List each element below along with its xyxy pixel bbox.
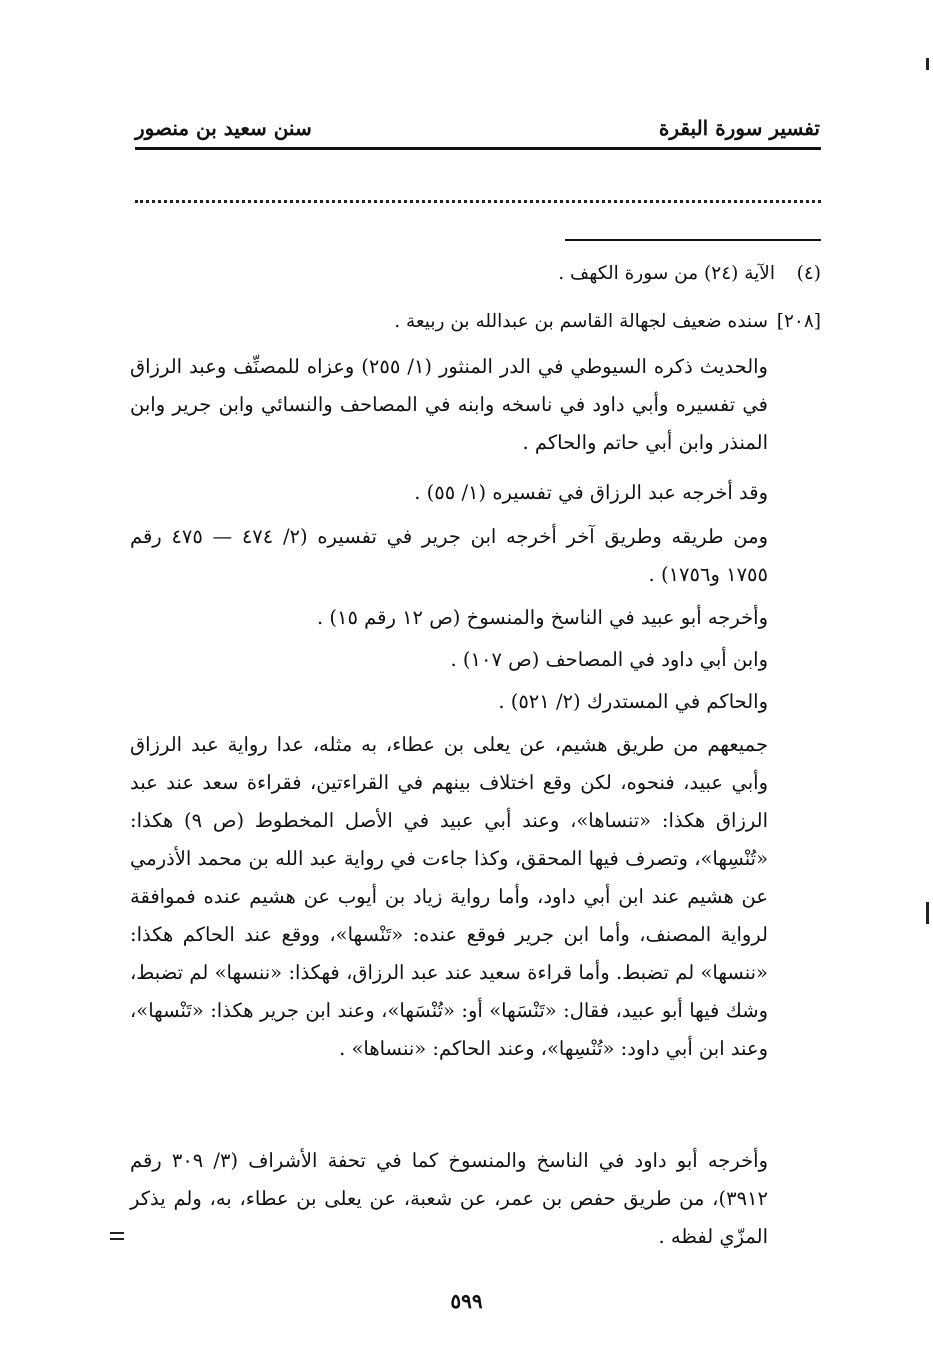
margin-equals-mark xyxy=(110,1232,124,1240)
paragraph-abu-ubaid: وأخرجه أبو عبيد في الناسخ والمنسوخ (ص ١٢ رقم ١٥) . xyxy=(316,606,768,629)
scan-edge-mark xyxy=(926,58,929,70)
paragraph-hakim: والحاكم في المستدرك (٢/ ٥٢١) . xyxy=(498,690,768,713)
page-number: ٥٩٩ xyxy=(450,1289,483,1313)
paragraph-abdulrazzaq: وقد أخرجه عبد الرزاق في تفسيره (١/ ٥٥) . xyxy=(414,481,768,504)
scan-edge-mark xyxy=(926,902,929,924)
footnote-marker: [٢٠٨] xyxy=(776,311,821,332)
running-header xyxy=(135,100,820,140)
paragraph-ibn-jarir: ومن طريقه وطريق آخر أخرجه ابن جرير في تفسيره (٢/ ٤٧٤ — ٤٧٥ رقم ١٧٥٥ و١٧٥٦) . xyxy=(130,525,768,586)
footnote-text: الآية (٢٤) من سورة الكهف . xyxy=(558,263,775,284)
paragraph-ibn-abi-dawud: وابن أبي داود في المصاحف (ص ١٠٧) . xyxy=(450,648,768,671)
ellipsis-separator xyxy=(135,200,821,203)
header-book-title: سنن سعيد بن منصور xyxy=(135,116,312,140)
paragraph-suyuti: والحديث ذكره السيوطي في الدر المنثور (١/ ٢٥٥) وعزاه للمصنِّف وعبد الرزاق في تفسيره وأبي داود في ناسخه وابنه في المصاحف والنسائي وابن جرير وابن المنذر وابن أبي حاتم والحاكم . xyxy=(130,355,768,454)
paragraph-readings: جميعهم من طريق هشيم، عن يعلى بن عطاء، به مثله، عدا رواية عبد الرزاق وأبي عبيد، فنحوه، لكن وقع اختلاف بينهم في القراءتين، فقراءة سعد عند عبد الرزاق هكذا: «تنساها»، وعند أبي عبيد في الأصل المخطوط (ص ٩) هكذا: «تُنْسِها»، وتصرف فيها المحقق، وكذا جاءت في رواية عبد الله بن محمد الأذرمي عن هشيم عند ابن أبي داود، وأما رواية زياد بن أيوب عن هشيم عنده فموافقة لرواية المصنف، وأما ابن جرير فوقع عنده: «تَنْسها»، ووقع عند الحاكم هكذا: «ننسها» لم تضبط. وأما قراءة سعيد عند عبد الرزاق، فهكذا: «ننسها» لم تضبط، وشك فيها أبو عبيد، فقال: «تَنْسَها» أو: «تُنْسَها»، وعند ابن جرير هكذا: «تَنْسها»، وعند ابن أبي داود: «تُنْسِها»، وعند الحاكم: «ننساها» . xyxy=(130,733,768,1060)
header-rule xyxy=(135,147,821,150)
footnote-text: سنده ضعيف لجهالة القاسم بن عبدالله بن ربيعة . xyxy=(394,311,768,332)
footnote-separator xyxy=(565,239,821,241)
footnote-marker: (٤) xyxy=(796,263,821,284)
header-book-section-title: تفسير سورة البقرة xyxy=(658,116,820,140)
paragraph-abu-dawud: وأخرجه أبو داود في الناسخ والمنسوخ كما في تحفة الأشراف (٣/ ٣٠٩ رقم ٣٩١٢)، من طريق حفص بن عمر، عن شعبة، عن يعلى بن عطاء، به، ولم يذكر المزّي لفظه . xyxy=(130,1149,768,1248)
